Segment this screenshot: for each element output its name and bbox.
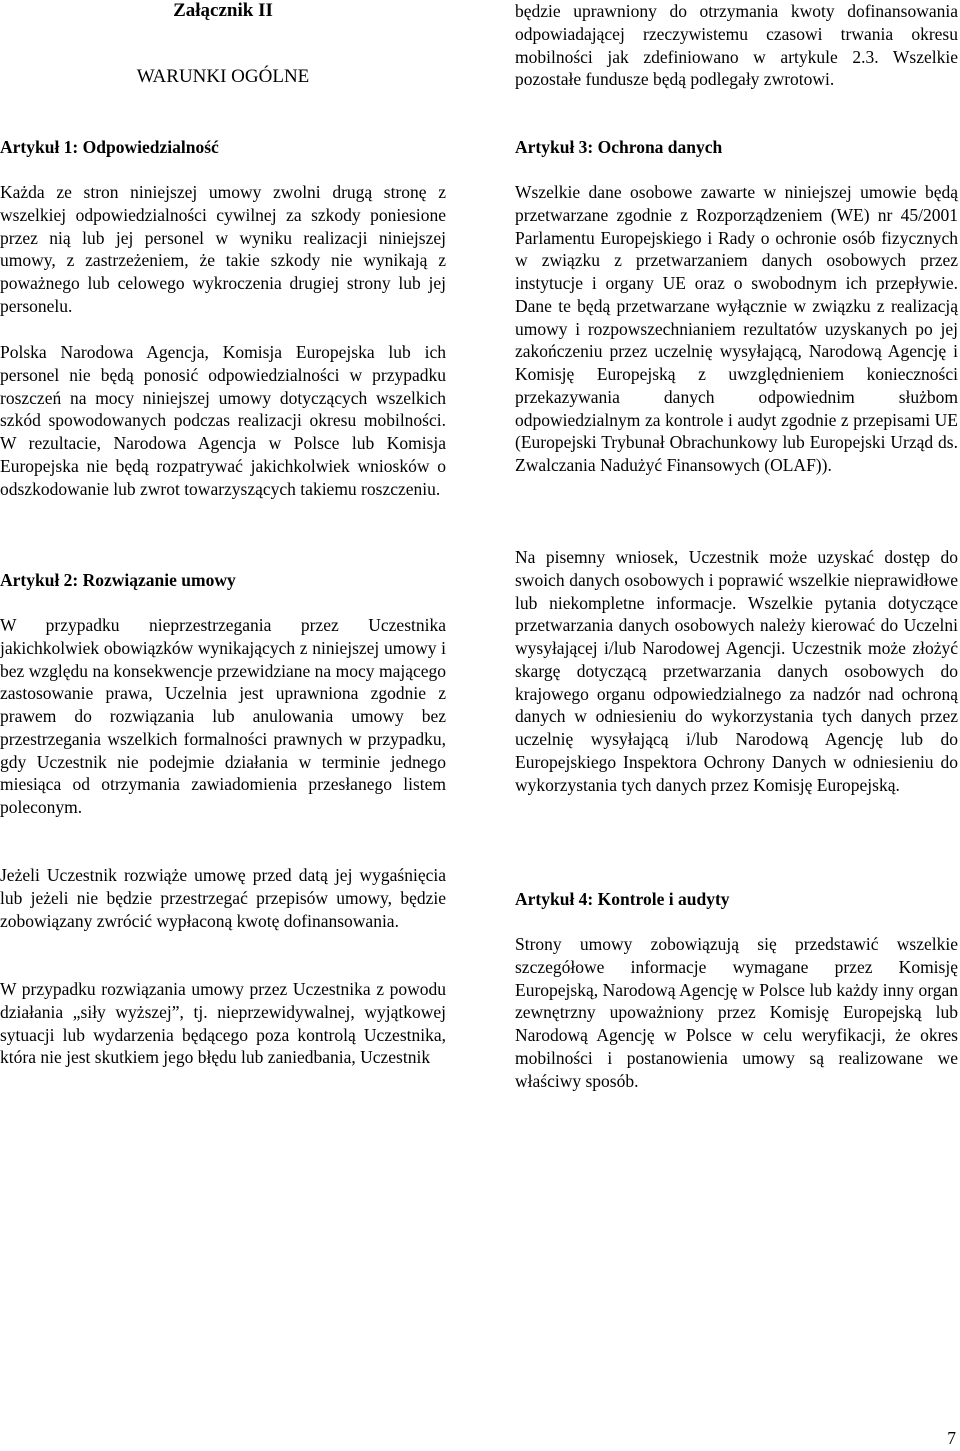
- article-3-paragraph-1: Wszelkie dane osobowe zawarte w niniejszej umowie będą przetwarzane zgodnie z Rozporządzeniem (WE) nr 45/2001 Parlamentu Europejskiego i Rady o ochronie osób fizycznych w związku z przetwarzaniem danych osobowych przez instytucje i organy UE oraz o swobodnym ich przepływie. Dane te będą przetwarzane wyłącznie w związku z realizacją umowy i rozpowszechnianiem rezultatów uzyskanych po jej zakończeniu przez uczelnię wysyłającą, Narodową Agencję i Komisję Europejską z uwzględnieniem konieczności przekazywania danych odpowiednim służbom odpowiedzialnym za kontrole i audyt zgodnie z przepisami UE (Europejski Trybunał Obrachunkowy lub Europejski Urząd ds. Zwalczania Nadużyć Finansowych (OLAF)).: [515, 182, 958, 475]
- article-4-heading: Artykuł 4: Kontrole i audyty: [515, 889, 730, 909]
- annex-title: Załącznik II: [173, 0, 273, 21]
- page-number: 7: [947, 1428, 956, 1448]
- article-2-paragraph-1: W przypadku nieprzestrzegania przez Uczestnika jakichkolwiek obowiązków wynikających z niniejszej umowy i bez względu na konsekwencje przewidziane na mocy mającego zastosowanie prawa, Uczelnia jest uprawniona zgodnie z prawem do rozwiązania lub anulowania umowy bez przestrzegania wszelkich formalności prawnych w przypadku, gdy Uczestnik nie podejmie działania w terminie jednego miesiąca od otrzymania zawiadomienia przesłanego listem poleconym.: [0, 615, 446, 817]
- article-1-paragraph-2: Polska Narodowa Agencja, Komisja Europejska lub ich personel nie będą ponosić odpowiedzialności w przypadku roszczeń na mocy niniejszej umowy dotyczących wszelkich szkód spowodowanych podczas realizacji okresu mobilności. W rezultacie, Narodowa Agencja w Polsce lub Komisja Europejska nie będą rozpatrywać jakichkolwiek wniosków o odszkodowanie lub zwrot towarzyszących takiemu roszczeniu.: [0, 342, 446, 499]
- article-1-heading: Artykuł 1: Odpowiedzialność: [0, 137, 219, 157]
- general-conditions-title: WARUNKI OGÓLNE: [136, 66, 310, 87]
- article-3-paragraph-2: Na pisemny wniosek, Uczestnik może uzyskać dostęp do swoich danych osobowych i poprawić wszelkie nieprawidłowe lub niekompletne informacje. Wszelkie pytania dotyczące przetwarzania danych osobowych należy kierować do Uczelni wysyłającej i/lub Narodowej Agencji. Uczestnik może złożyć skargę dotyczącą przetwarzania danych osobowych do krajowego organu odpowiedzialnego za nadzór nad ochroną danych w odniesieniu do wykorzystania tych danych przez uczelnię wysyłającą i/lub Narodową Agencję lub do Europejskiego Inspektora Ochrony Danych w odniesieniu do wykorzystania tych danych przez Komisję Europejską.: [515, 547, 958, 795]
- article-2-paragraph-3: W przypadku rozwiązania umowy przez Uczestnika z powodu działania „siły wyższej”, tj. nieprzewidywalnej, wyjątkowej sytuacji lub wydarzenia będącego poza kontrolą Uczestnika, która nie jest skutkiem jego błędu lub zaniedbania, Uczestnik: [0, 979, 446, 1068]
- article-2-paragraph-2: Jeżeli Uczestnik rozwiąże umowę przed datą jej wygaśnięcia lub jeżeli nie będzie przestrzegać przepisów umowy, będzie zobowiązany zwrócić wypłaconą kwotę dofinansowania.: [0, 865, 446, 931]
- article-4-paragraph-1: Strony umowy zobowiązują się przedstawić wszelkie szczegółowe informacje wymagane przez Komisję Europejską, Narodową Agencję w Polsce lub każdy inny organ zewnętrzny upoważniony przez Komisję Europejską lub Narodową Agencję w Polsce w celu weryfikacji, że okres mobilności i postanowienia umowy są realizowane we właściwy sposób.: [515, 934, 958, 1091]
- article-3-heading: Artykuł 3: Ochrona danych: [515, 137, 723, 157]
- article-1-paragraph-1: Każda ze stron niniejszej umowy zwolni drugą stronę z wszelkiej odpowiedzialności cywilnej za szkody poniesione przez nią lub jej personel w wyniku realizacji niniejszej umowy, z zastrzeżeniem, że takie szkody nie wynikają z poważnego lub celowego wykroczenia drugiej strony lub jej personelu.: [0, 182, 446, 316]
- article-2-heading: Artykuł 2: Rozwiązanie umowy: [0, 570, 236, 590]
- article-2-continuation: będzie uprawniony do otrzymania kwoty dofinansowania odpowiadającej rzeczywistemu czasowi trwania okresu mobilności jak zdefiniowano w artykule 2.3. Wszelkie pozostałe fundusze będą podlegały zwrotowi.: [515, 1, 958, 90]
